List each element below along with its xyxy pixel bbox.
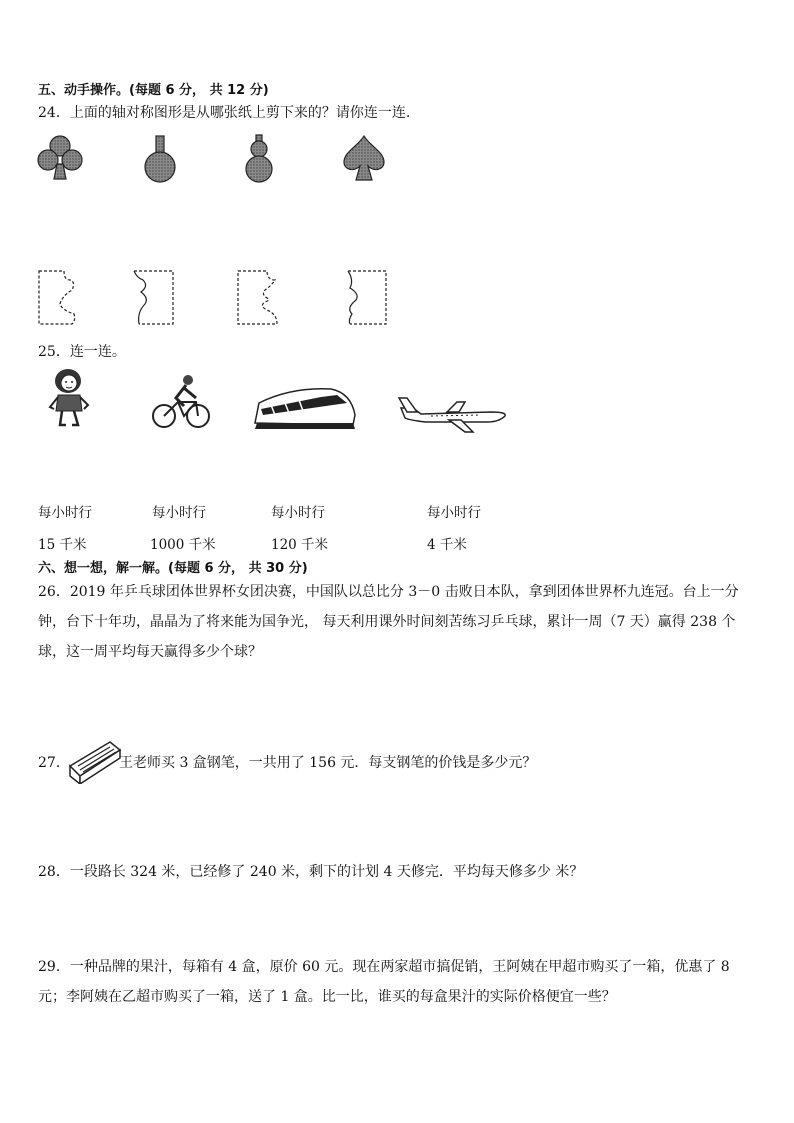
club-shape-icon[interactable]	[36, 134, 84, 184]
folded-paper-4-icon[interactable]	[344, 270, 388, 325]
folded-paper-2-icon[interactable]	[133, 270, 175, 325]
airplane-icon[interactable]	[395, 390, 509, 434]
question-25: 25．连一连。	[38, 344, 126, 360]
spade-shape-icon[interactable]	[340, 134, 388, 184]
gourd-shape-icon[interactable]	[241, 134, 277, 184]
section-5-title: 五、动手操作。(每题 6 分， 共 12 分)	[38, 83, 269, 98]
question-27: 王老师买 3 盒钢笔，一共用了 156 元．每支钢笔的价钱是多少元？	[119, 755, 537, 771]
question-26: 26．2019 年乒乓球团体世界杯女团决赛，中国队以总比分 3－0 击败日本队，拿到团体世界杯九连冠。台上一分钟，台下十年功，晶晶为了将来能为国争光， 每天利用课外时间刻苦练习乒乓球，累计一周（7 天）赢得 238 个球，这一周平均每天赢得多少个球？	[38, 584, 739, 660]
high-speed-train-icon[interactable]	[251, 383, 359, 433]
question-28: 28．一段路长 324 米，已经修了 240 米，剩下的计划 4 天修完．平均每天修多少 米？	[38, 864, 584, 880]
speed-value-2: 1000 千米	[150, 537, 216, 553]
walking-girl-icon[interactable]	[46, 367, 92, 429]
question-27-number: 27．	[38, 755, 70, 771]
key-shape-icon[interactable]	[140, 134, 180, 184]
folded-paper-1-icon[interactable]	[38, 270, 80, 325]
folded-paper-3-icon[interactable]	[237, 270, 279, 325]
speed-label-3: 每小时行	[271, 505, 325, 521]
speed-value-1: 15 千米	[38, 537, 87, 553]
speed-value-4: 4 千米	[427, 537, 467, 553]
speed-label-2: 每小时行	[152, 505, 206, 521]
pen-box-icon	[66, 736, 122, 784]
speed-label-1: 每小时行	[38, 505, 92, 521]
section-6-title: 六、想一想，解一解。(每题 6 分， 共 30 分)	[38, 561, 308, 576]
question-29: 29．一种品牌的果汁，每箱有 4 盒，原价 60 元。现在两家超市搞促销，王阿姨在甲超市购买了一箱，优惠了 8 元；李阿姨在乙超市购买了一箱，送了 1 盒。比一比，谁买的每盒果汁的实际价格便宜一些？	[38, 959, 730, 1005]
speed-value-3: 120 千米	[271, 537, 329, 553]
speed-label-4: 每小时行	[427, 505, 481, 521]
cyclist-icon[interactable]	[150, 372, 212, 430]
question-24: 24．上面的轴对称图形是从哪张纸上剪下来的？请你连一连.	[38, 105, 411, 121]
